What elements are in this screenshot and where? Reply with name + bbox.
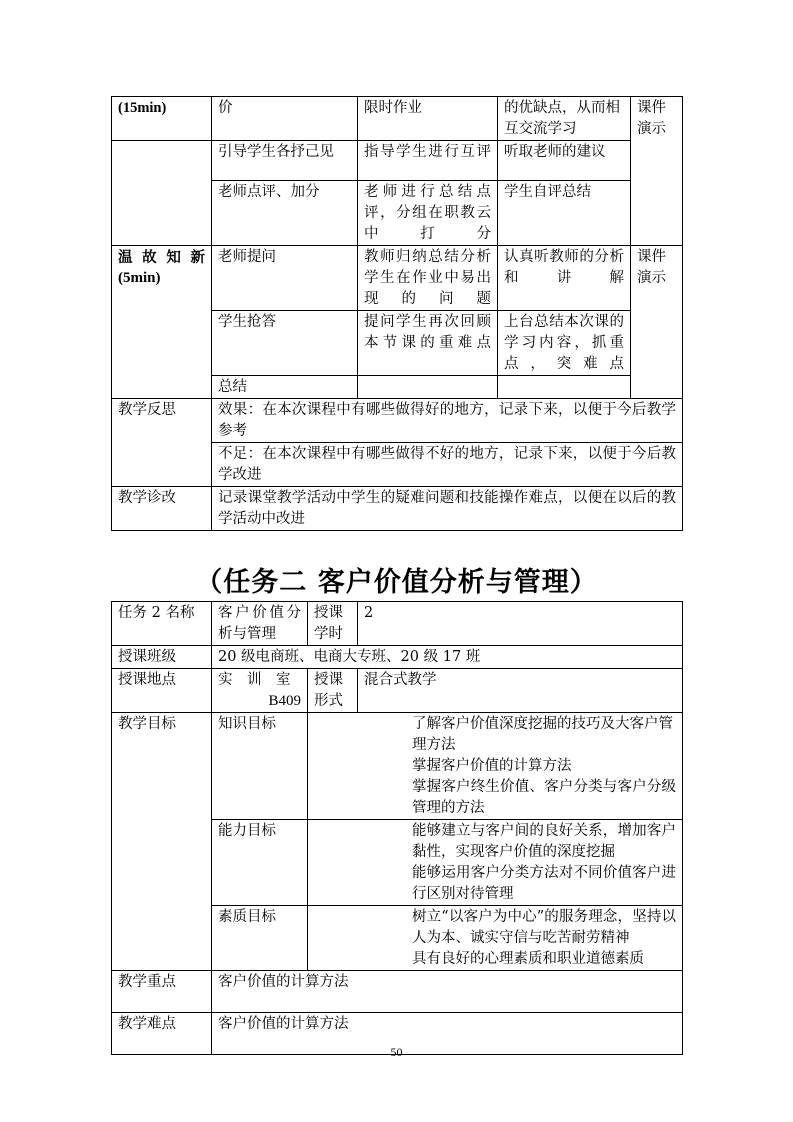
media-cell: 课件演示: [631, 246, 683, 399]
task-info-table: [111, 601, 683, 1055]
media-cell: 课件演示: [631, 97, 683, 246]
outcome-cell: 的优缺点，从而相互交流学习: [498, 97, 631, 141]
knowledge-goal-item: 掌握客户价值的计算方法: [412, 758, 572, 774]
stage-cell: [112, 246, 212, 399]
stage-duration: (5min): [118, 270, 161, 286]
form-value: 混合式教学: [358, 669, 683, 713]
difficulty-label: 教学难点: [112, 1013, 212, 1055]
outcome-cell: 上台总结本次课的学习内容，抓重点，突难点: [498, 311, 631, 376]
reflection-label: 教学反思: [112, 399, 212, 487]
ability-goal-item: 能够建立与客户间的良好关系，增加客户黏性，实现客户价值的深度挖掘: [412, 823, 676, 860]
student-activity-cell: 提问学生再次回顾本节课的重难点: [358, 311, 498, 376]
quality-goal-item: 具有良好的心理素质和职业道德素质: [412, 951, 644, 967]
outcome-cell: 学生自评总结: [498, 181, 631, 246]
class-value: 20 级电商班、电商大专班、20 级 17 班: [212, 646, 683, 669]
teacher-activity-cell: 总结: [212, 376, 358, 399]
page-number: 50: [390, 1045, 403, 1059]
location-value: [212, 669, 308, 713]
knowledge-goal-item: 掌握客户终生价值、客户分类与客户分级管理的方法: [412, 779, 676, 816]
location-room-type: 实 训 室: [218, 672, 291, 688]
teacher-activity-cell: 老师点评、加分: [212, 181, 358, 246]
reflection-effect: 效果：在本次课程中有哪些做得好的地方，记录下来，以便于今后教学参考: [212, 399, 683, 443]
teacher-activity-cell: 学生抢答: [212, 311, 358, 376]
lesson-process-table: [111, 96, 683, 531]
location-room-number: B409: [268, 693, 301, 709]
stage-title: 温故知新: [118, 249, 205, 266]
key-point-value: 客户价值的计算方法: [212, 971, 683, 1013]
form-label: 授课形式: [308, 669, 358, 713]
teacher-activity-cell: 价: [212, 97, 358, 141]
hours-label: 授课学时: [308, 602, 358, 646]
knowledge-goal-list: [308, 713, 683, 820]
student-activity-cell: 限时作业: [358, 97, 498, 141]
student-activity-cell: 老师进行总结点评，分组在职教云中打分: [358, 181, 498, 246]
knowledge-goal-label: 知识目标: [212, 713, 308, 820]
class-label: 授课班级: [112, 646, 212, 669]
ability-goal-list: [308, 820, 683, 906]
location-label: 授课地点: [112, 669, 212, 713]
difficulty-value: 客户价值的计算方法: [212, 1013, 683, 1055]
diagnosis-text: 记录课堂教学活动中学生的疑难问题和技能操作难点，以便在以后的教学活动中改进: [212, 487, 683, 531]
quality-goal-item: 树立“以客户为中心”的服务理念，坚持以人为本、诚实守信与吃苦耐劳精神: [412, 909, 676, 946]
outcome-cell: 听取老师的建议: [498, 141, 631, 181]
teacher-activity-cell: 老师提问: [212, 246, 358, 311]
quality-goal-list: [308, 906, 683, 971]
stage-cell-empty: [112, 141, 212, 246]
outcome-cell: 认真听教师的分析和讲解: [498, 246, 631, 311]
reflection-shortfall: 不足：在本次课程中有哪些做得不好的地方，记录下来，以便于今后教学改进: [212, 443, 683, 487]
student-activity-cell: 指导学生进行互评: [358, 141, 498, 181]
outcome-cell-empty: [498, 376, 631, 399]
knowledge-goal-item: 了解客户价值深度挖掘的技巧及大客户管理方法: [412, 716, 673, 753]
goals-label: 教学目标: [112, 713, 212, 971]
hours-value: 2: [358, 602, 683, 646]
task-name-value: 客户价值分析与管理: [212, 602, 308, 646]
ability-goal-label: 能力目标: [212, 820, 308, 906]
task-name-label: 任务 2 名称: [112, 602, 212, 646]
diagnosis-label: 教学诊改: [112, 487, 212, 531]
key-point-label: 教学重点: [112, 971, 212, 1013]
student-activity-cell-empty: [358, 376, 498, 399]
quality-goal-label: 素质目标: [212, 906, 308, 971]
section-title: （任务二 客户价值分析与管理）: [195, 567, 598, 598]
ability-goal-item: 能够运用客户分类方法对不同价值客户进行区别对待管理: [412, 865, 676, 902]
student-activity-cell: 教师归纳总结分析学生在作业中易出现的问题: [358, 246, 498, 311]
stage-cell: (15min): [112, 97, 212, 141]
teacher-activity-cell: 引导学生各抒己见: [212, 141, 358, 181]
